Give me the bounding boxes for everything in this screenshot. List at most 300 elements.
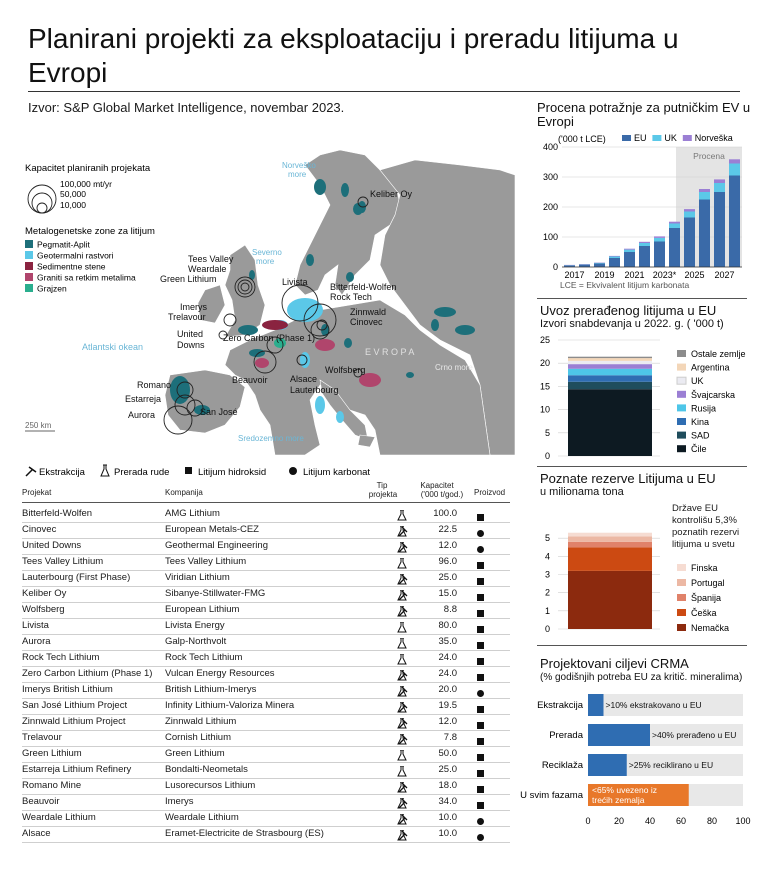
cell-company: Galp-Northvolt (165, 636, 227, 647)
y-tick-label: 5 (544, 427, 550, 438)
cell-project: Beauvoir (22, 796, 60, 807)
region-label-europe: E V R O P A (365, 347, 415, 357)
bar-segment (654, 242, 665, 268)
cell-capacity: 10.0 (438, 828, 457, 839)
cell-capacity: 18.0 (438, 780, 457, 791)
zone-swatch (25, 284, 33, 292)
cell-company: Geothermal Engineering (165, 540, 268, 551)
cell-capacity: 50.0 (438, 748, 457, 759)
cell-project: Livista (22, 620, 49, 631)
legend-swatch (677, 377, 686, 384)
legend-label: Španija (691, 593, 722, 603)
map-label: Bitterfeld-Wolfen (330, 282, 397, 292)
table-row (22, 810, 510, 827)
x-tick-label: 100 (735, 816, 751, 826)
cell-project: United Downs (22, 540, 82, 551)
cell-company: Zinnwald Lithium (165, 716, 237, 727)
flask-icon (397, 750, 407, 761)
bar-segment (568, 533, 652, 537)
x-tick-label: 2027 (714, 270, 735, 280)
cell-capacity: 100.0 (433, 508, 457, 519)
table-row (22, 586, 510, 603)
x-tick-label: 0 (585, 816, 591, 826)
bar-segment (568, 364, 652, 369)
bar (588, 694, 604, 716)
flask-icon (397, 734, 407, 745)
x-tick-label: 2021 (624, 270, 645, 280)
legend-hydroxide: Litijum hidroksid (198, 467, 267, 478)
bar-segment (729, 159, 740, 163)
map-label: Romano (137, 380, 172, 390)
bar-segment (669, 224, 680, 229)
cell-company: Livista Energy (165, 620, 225, 631)
map-label: Alsace (290, 374, 318, 384)
legend-label: SAD (691, 430, 710, 441)
zone-label: Sedimentne stene (37, 261, 106, 272)
table-row (22, 762, 510, 779)
flask-icon (397, 718, 407, 729)
cell-capacity: 34.0 (438, 796, 457, 807)
table-row (22, 522, 510, 539)
cell-capacity: 7.8 (443, 732, 457, 743)
legend-swatch (677, 364, 686, 371)
cell-company: European Lithium (165, 604, 240, 615)
legend-capacity-100k: 100,000 mt/yr (60, 179, 112, 189)
flask-icon (397, 622, 407, 633)
cell-capacity: 25.0 (438, 764, 457, 775)
flask-icon (397, 798, 407, 809)
cell-company: Bondalti-Neometals (165, 764, 248, 775)
bar-segment (568, 369, 652, 375)
legend-carbonate: Litijum karbonat (303, 467, 371, 478)
cell-company: Imerys (165, 796, 194, 807)
chart3-subtitle: u milionama tona (540, 486, 624, 498)
legend-label: Finska (691, 563, 718, 573)
bar-segment (568, 536, 652, 541)
x-tick-label: 2025 (684, 270, 705, 280)
map-label: Zinnwald (350, 307, 387, 317)
chart-note: LCE = Ekvivalent litijum karbonata (560, 280, 690, 290)
europe-map (20, 125, 515, 455)
map-label: Downs (177, 340, 205, 350)
bar (588, 724, 650, 746)
category-label: Ekstrakcija (537, 700, 583, 711)
bar-label: trećih zemalja (592, 795, 645, 805)
y-tick-label: 5 (544, 533, 550, 544)
table-row (22, 602, 510, 619)
map-label: Imerys (180, 302, 207, 312)
chart4-title: Projektovani ciljevi CRMA (540, 656, 689, 671)
flask-icon (397, 654, 407, 665)
zone-label: Graniti sa retkim metalima (37, 272, 136, 283)
table-row (22, 746, 510, 763)
y-tick-label: 200 (542, 202, 558, 212)
bar-segment (714, 183, 725, 192)
header-capacity-1: Kapacitet (420, 481, 454, 490)
legend-swatch (677, 594, 686, 601)
sea-label-mediterranean: Sredozemno more (238, 434, 304, 443)
cell-capacity: 25.0 (438, 572, 457, 583)
zone-swatch (25, 240, 33, 248)
forecast-label: Procena (693, 151, 725, 161)
bar (588, 754, 627, 776)
legend-swatch (677, 391, 686, 398)
legend-swatch (677, 579, 686, 586)
map-label: Estarreja (125, 394, 162, 404)
x-tick-label: 20 (613, 816, 625, 826)
legend-swatch (622, 135, 631, 141)
cell-capacity: 22.5 (438, 524, 457, 535)
flask-icon (397, 830, 407, 841)
zone-label: Geotermalni rastvori (37, 250, 114, 261)
cell-capacity: 80.0 (438, 620, 457, 631)
legend-swatch (677, 564, 686, 571)
legend-swatch (677, 624, 686, 631)
legend-swatch (677, 418, 686, 425)
bar-segment (714, 192, 725, 267)
cell-project: Bitterfeld-Wolfen (22, 508, 93, 519)
bar-segment (568, 361, 652, 364)
cell-capacity: 8.8 (443, 604, 457, 615)
x-tick-label: 2017 (564, 270, 585, 280)
crma-chart (505, 688, 760, 840)
bar-segment (639, 243, 650, 246)
cell-project: San José Lithium Project (22, 700, 128, 711)
bar-segment (609, 257, 620, 259)
category-label: Prerada (549, 730, 583, 741)
cell-capacity: 24.0 (438, 652, 457, 663)
ev-demand-chart (530, 130, 750, 295)
cell-project: Lauterbourg (First Phase) (22, 572, 131, 583)
cell-company: European Metals-CEZ (165, 524, 259, 535)
x-tick-label: 60 (675, 816, 687, 826)
y-tick-label: 10 (539, 404, 550, 415)
bar-segment (639, 242, 650, 243)
legend-label: Norveška (694, 133, 733, 143)
cell-capacity: 19.5 (438, 700, 457, 711)
cell-project: Zero Carbon Lithium (Phase 1) (22, 668, 153, 679)
cell-company: Weardale Lithium (165, 812, 239, 823)
sea-label-norwegian-1: Norveško (282, 161, 316, 170)
y-tick-label: 20 (539, 358, 550, 369)
header-product: Proizvod (474, 488, 506, 497)
header-company: Kompanija (165, 488, 203, 497)
legend-capacity-50k: 50,000 (60, 189, 86, 199)
table-row (22, 538, 510, 555)
zone-swatch (25, 262, 33, 270)
reserves-annotation: Države EU kontrolišu 5,3% poznatih rezervi litijuma u svetu (672, 503, 740, 550)
cell-project: Zinnwald Lithium Project (22, 716, 126, 727)
y-tick-label: 2 (544, 587, 550, 598)
dot-icon (289, 467, 297, 475)
bar-segment (654, 238, 665, 242)
map-label: Rock Tech (330, 292, 372, 302)
legend-swatch (677, 404, 686, 411)
chart3-title: Poznate rezerve Litijuma u EU (540, 471, 716, 486)
cell-company: Viridian Lithium (165, 572, 230, 583)
y-tick-label: 100 (542, 232, 558, 242)
cell-project: Rock Tech Lithium (22, 652, 100, 663)
sea-label-black: Crno more (435, 363, 473, 372)
cell-capacity: 35.0 (438, 636, 457, 647)
header-capacity-2: ('000 t/god.) (420, 490, 464, 499)
table-row (22, 666, 510, 683)
legend-label: Kina (691, 417, 710, 427)
bar-segment (639, 246, 650, 267)
flask-icon (397, 590, 407, 601)
y-tick-label: 15 (539, 381, 550, 392)
scale-label: 250 km (25, 421, 52, 430)
header-project: Projekat (22, 488, 52, 497)
bar-segment (729, 176, 740, 268)
legend-extraction: Ekstrakcija (39, 467, 85, 478)
header-type-1: Tip (376, 481, 388, 490)
chart2-title: Uvoz prerađenog litijuma u EU (540, 303, 717, 318)
legend-label: EU (634, 133, 647, 143)
bar-label: <65% uvezeno iz (592, 785, 657, 795)
flask-icon (397, 542, 407, 553)
bar-segment (669, 222, 680, 224)
y-tick-label: 300 (542, 172, 558, 182)
cell-capacity: 12.0 (438, 540, 457, 551)
legend-swatch (677, 445, 686, 452)
legend-label: Čile (691, 444, 707, 455)
x-tick-label: 2019 (594, 270, 615, 280)
bar-label: >25% reciklirano u EU (628, 760, 714, 770)
y-tick-label: 4 (544, 551, 550, 562)
flask-icon (397, 766, 407, 777)
category-label: Reciklaža (541, 760, 583, 771)
legend-label: Portugal (691, 578, 725, 588)
bar-segment (568, 358, 652, 361)
flask-icon (397, 702, 407, 713)
legend-label: Nemačka (691, 623, 730, 633)
flask-icon (397, 814, 407, 825)
cell-company: Vulcan Energy Resources (165, 668, 275, 679)
flask-icon (397, 638, 407, 649)
legend-swatch (683, 135, 692, 141)
y-tick-label: 25 (539, 335, 550, 345)
legend-label: Argentina (691, 362, 730, 373)
map-label: Trelavour (168, 312, 206, 322)
sea-label-north-2: more (256, 257, 275, 266)
table-row (22, 682, 510, 699)
cell-company: AMG Lithium (165, 508, 220, 519)
map-label: Cinovec (350, 317, 383, 327)
bar-segment (568, 571, 652, 629)
source-note: Izvor: S&P Global Market Intelligence, novembar 2023. (28, 100, 345, 115)
table-row (22, 650, 510, 667)
table-legend (22, 462, 512, 482)
bar-segment (624, 252, 635, 267)
table-row (22, 794, 510, 811)
zone-label: Pegmatit-Aplit (37, 239, 90, 250)
cell-project: Cinovec (22, 524, 57, 535)
zone-swatch (25, 251, 33, 259)
map-label: Zero Carbon (Phase 1) (223, 333, 316, 343)
bar-segment (684, 209, 695, 211)
sea-label-norwegian-2: more (288, 170, 307, 179)
map-label: Livista (282, 277, 308, 287)
cell-project: Wolfsberg (22, 604, 65, 615)
flask-icon (397, 558, 407, 569)
y-tick-label: 0 (552, 262, 558, 272)
zone-label: Grajzen (37, 283, 67, 294)
table-row (22, 730, 510, 747)
cell-company: Sibanye-Stillwater-FMG (165, 588, 266, 599)
table-row (22, 618, 510, 635)
square-icon (185, 467, 192, 474)
category-label: U svim fazama (520, 790, 583, 801)
bar-segment (594, 263, 605, 267)
bar-segment (609, 258, 620, 267)
y-tick-label: 0 (544, 624, 550, 634)
cell-company: Tees Valley Lithium (165, 556, 247, 567)
bar-segment (568, 547, 652, 571)
chart4-subtitle: (% godišnjih potreba EU za kritič. mineralima) (540, 672, 743, 683)
y-tick-label: 1 (544, 605, 550, 616)
flask-icon (397, 526, 407, 537)
chart1-title: Procena potražnje za putničkim EV u Evropi (537, 100, 751, 129)
legend-swatch (677, 350, 686, 357)
bar-segment (669, 228, 680, 267)
cell-project: Alsace (22, 828, 51, 839)
title-rule (28, 91, 740, 92)
bar-segment (699, 189, 710, 192)
map-label: United (177, 329, 204, 339)
x-tick-label: 2023* (652, 270, 677, 280)
cell-company: Green Lithium (165, 748, 225, 759)
cell-capacity: 15.0 (438, 588, 457, 599)
cell-company: Infinity Lithium-Valoriza Minera (165, 700, 295, 711)
bar-segment (609, 256, 620, 257)
page-title: Planirani projekti za eksploataciju i preradu litijuma u Evropi (28, 23, 679, 88)
legend-label: Rusija (691, 403, 717, 414)
cell-project: Imerys British Lithium (22, 684, 113, 695)
map-label: San José (200, 407, 238, 417)
legend-label: Ostale zemlje (691, 349, 746, 359)
cell-project: Aurora (22, 636, 51, 647)
map-label: Aurora (128, 410, 156, 420)
cell-company: British Lithium-Imerys (165, 684, 257, 695)
legend-capacity-10k: 10,000 (60, 200, 86, 210)
flask-icon (397, 670, 407, 681)
bar-label: >10% ekstrakovano u EU (605, 700, 702, 710)
cell-project: Keliber Oy (22, 588, 67, 599)
bar-segment (684, 212, 695, 218)
map-label: Wolfsberg (325, 365, 366, 375)
bar-segment (568, 375, 652, 381)
table-row (22, 826, 510, 843)
cell-project: Green Lithium (22, 748, 82, 759)
bar-label: >40% prerađeno u EU (652, 730, 737, 740)
bar-segment (699, 200, 710, 268)
cell-company: Eramet-Electricite de Strasbourg (ES) (165, 828, 324, 839)
cell-project: Trelavour (22, 732, 62, 743)
flask-icon (397, 606, 407, 617)
x-tick-label: 80 (706, 816, 718, 826)
legend-capacity-title: Kapacitet planiranih projekata (25, 163, 151, 174)
bar-segment (699, 192, 710, 200)
table-row (22, 778, 510, 795)
cell-capacity: 20.0 (438, 684, 457, 695)
flask-icon (397, 782, 407, 793)
cell-project: Tees Valley Lithium (22, 556, 104, 567)
zone-swatch (25, 273, 33, 281)
cell-capacity: 96.0 (438, 556, 457, 567)
flask-icon (397, 574, 407, 585)
table-row (22, 506, 510, 523)
cell-company: Rock Tech Lithium (165, 652, 243, 663)
legend-label: Češka (691, 608, 717, 618)
legend-label: Švajcarska (691, 389, 736, 400)
bar-segment (568, 357, 652, 358)
x-tick-label: 40 (644, 816, 656, 826)
bar-segment (568, 389, 652, 456)
bar-segment (624, 250, 635, 252)
imports-chart (530, 332, 755, 464)
bar-segment (714, 179, 725, 183)
y-tick-label: 400 (542, 142, 558, 152)
flask-icon (397, 686, 407, 697)
map-label: Lauterbourg (290, 385, 339, 395)
bar-segment (654, 236, 665, 238)
pick-icon (26, 467, 36, 476)
sea-label-north-1: Severno (252, 248, 282, 257)
cell-company: Cornish Lithium (165, 732, 231, 743)
map-label: Weardale (188, 264, 227, 274)
legend-swatch (652, 135, 661, 141)
header-type-2: projekta (368, 490, 398, 499)
y-tick-label: 0 (544, 451, 550, 461)
cell-capacity: 12.0 (438, 716, 457, 727)
legend-zones-title: Metalogenetske zone za litijum (25, 226, 155, 237)
map-label: Keliber Oy (370, 189, 413, 199)
table-row (22, 554, 510, 571)
map-label: Beauvoir (232, 375, 268, 385)
cell-capacity: 24.0 (438, 668, 457, 679)
table-row (22, 714, 510, 731)
table-row (22, 570, 510, 587)
legend-label: UK (691, 376, 704, 387)
sea-label-atlantic: Atlantski okean (82, 342, 144, 352)
cell-project: Estarreja Lithium Refinery (22, 764, 132, 775)
cell-company: Lusorecursos Lithium (165, 780, 256, 791)
legend-label: UK (664, 133, 677, 143)
legend-swatch (677, 432, 686, 439)
map-label: Green Lithium (160, 274, 217, 284)
table-row (22, 634, 510, 651)
bar-segment (568, 542, 652, 547)
y-tick-label: 3 (544, 569, 550, 580)
bar-segment (624, 249, 635, 250)
flask-icon (397, 510, 407, 521)
table-row (22, 698, 510, 715)
legend-processing: Prerada rude (114, 467, 170, 478)
cell-capacity: 10.0 (438, 812, 457, 823)
map-label: Tees Valley (188, 254, 234, 264)
bar-segment (568, 382, 652, 389)
bar-segment (594, 263, 605, 264)
bar-segment (684, 218, 695, 268)
cell-project: Romano Mine (22, 780, 82, 791)
legend-swatch (677, 609, 686, 616)
bar-segment (729, 164, 740, 176)
chart2-subtitle: Izvori snabdevanja u 2022. g. ( '000 t) (540, 318, 724, 330)
reserves-chart (530, 520, 755, 640)
cell-project: Weardale Lithium (22, 812, 96, 823)
y-axis-label: ('000 t LCE) (558, 134, 606, 144)
